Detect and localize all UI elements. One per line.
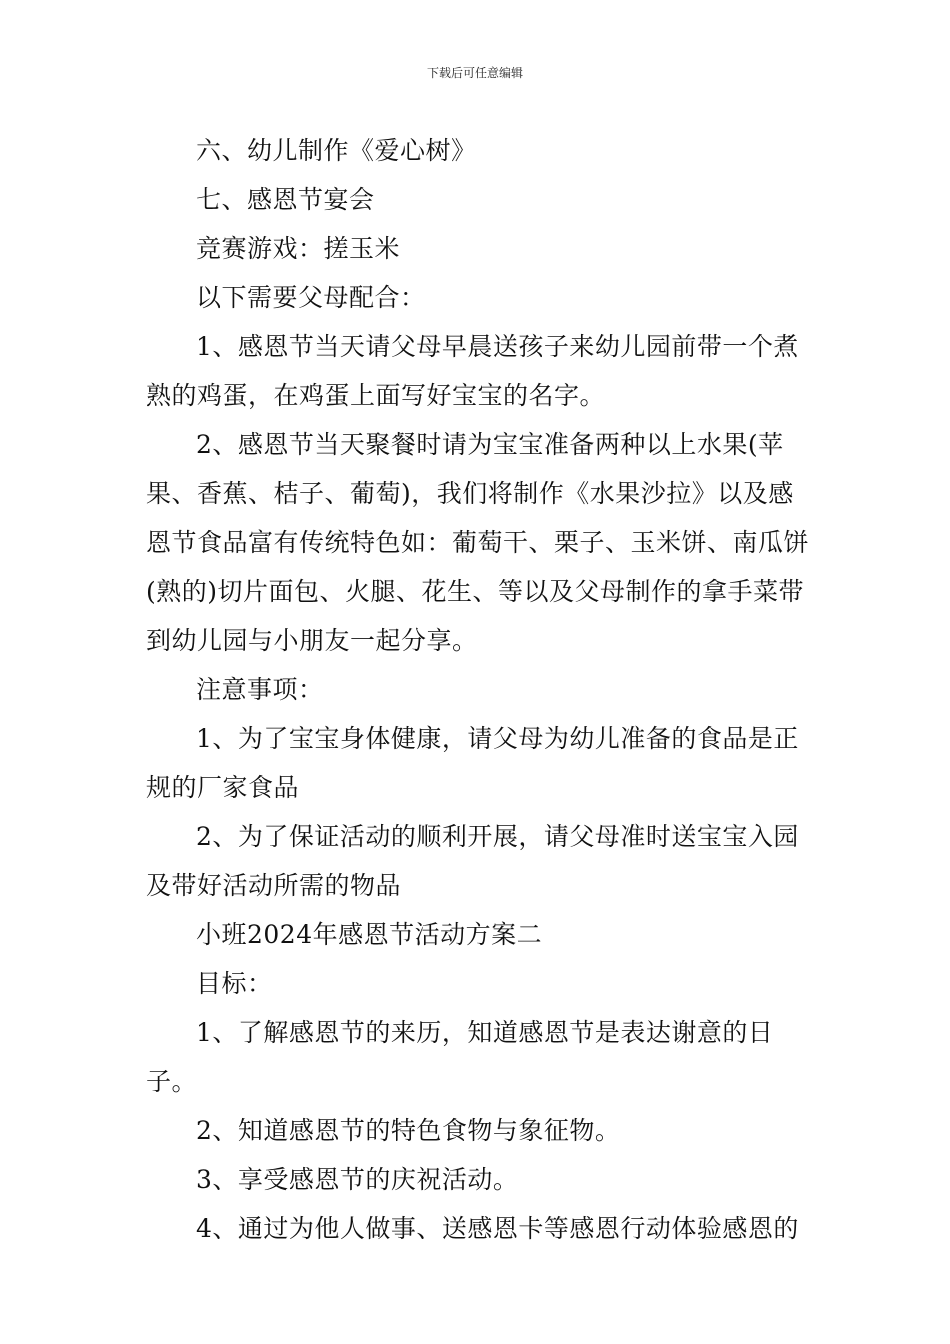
paragraph-6: 2、感恩节当天聚餐时请为宝宝准备两种以上水果(苹果、香蕉、桔子、葡萄)，我们将制作《水果沙拉》以及感恩节食品富有传统特色如：葡萄干、栗子、玉米饼、南瓜饼(熟的)切片面包、火腿、花生、等以及父母制作的拿手菜带到幼儿园与小朋友一起分享。 [146, 430, 810, 655]
paragraph-14: 3、享受感恩节的庆祝活动。 [196, 1165, 519, 1194]
paragraph-13: 2、知道感恩节的特色食物与象征物。 [196, 1116, 621, 1145]
paragraph-4: 以下需要父母配合： [196, 283, 426, 312]
paragraph-9: 2、为了保证活动的顺利开展，请父母准时送宝宝入园及带好活动所需的物品 [146, 822, 799, 900]
paragraph-2: 七、感恩节宴会 [196, 185, 375, 214]
paragraph-5: 1、感恩节当天请父母早晨送孩子来幼儿园前带一个煮熟的鸡蛋，在鸡蛋上面写好宝宝的名字。 [146, 332, 799, 410]
paragraph-7: 注意事项： [196, 675, 324, 704]
paragraph-8: 1、为了宝宝身体健康，请父母为幼儿准备的食品是正规的厂家食品 [146, 724, 799, 802]
paragraph-12: 1、了解感恩节的来历，知道感恩节是表达谢意的日子。 [146, 1018, 774, 1096]
paragraph-3: 竞赛游戏：搓玉米 [196, 234, 401, 263]
paragraph-11: 目标： [196, 969, 273, 998]
paragraph-15: 4、通过为他人做事、送感恩卡等感恩行动体验感恩的 [196, 1214, 799, 1243]
paragraph-1: 六、幼儿制作《爱心树》 [196, 136, 477, 165]
section-title: 小班2024年感恩节活动方案二 [196, 920, 543, 949]
page-header-note: 下载后可任意编辑 [426, 66, 523, 80]
document-body [146, 126, 816, 1253]
